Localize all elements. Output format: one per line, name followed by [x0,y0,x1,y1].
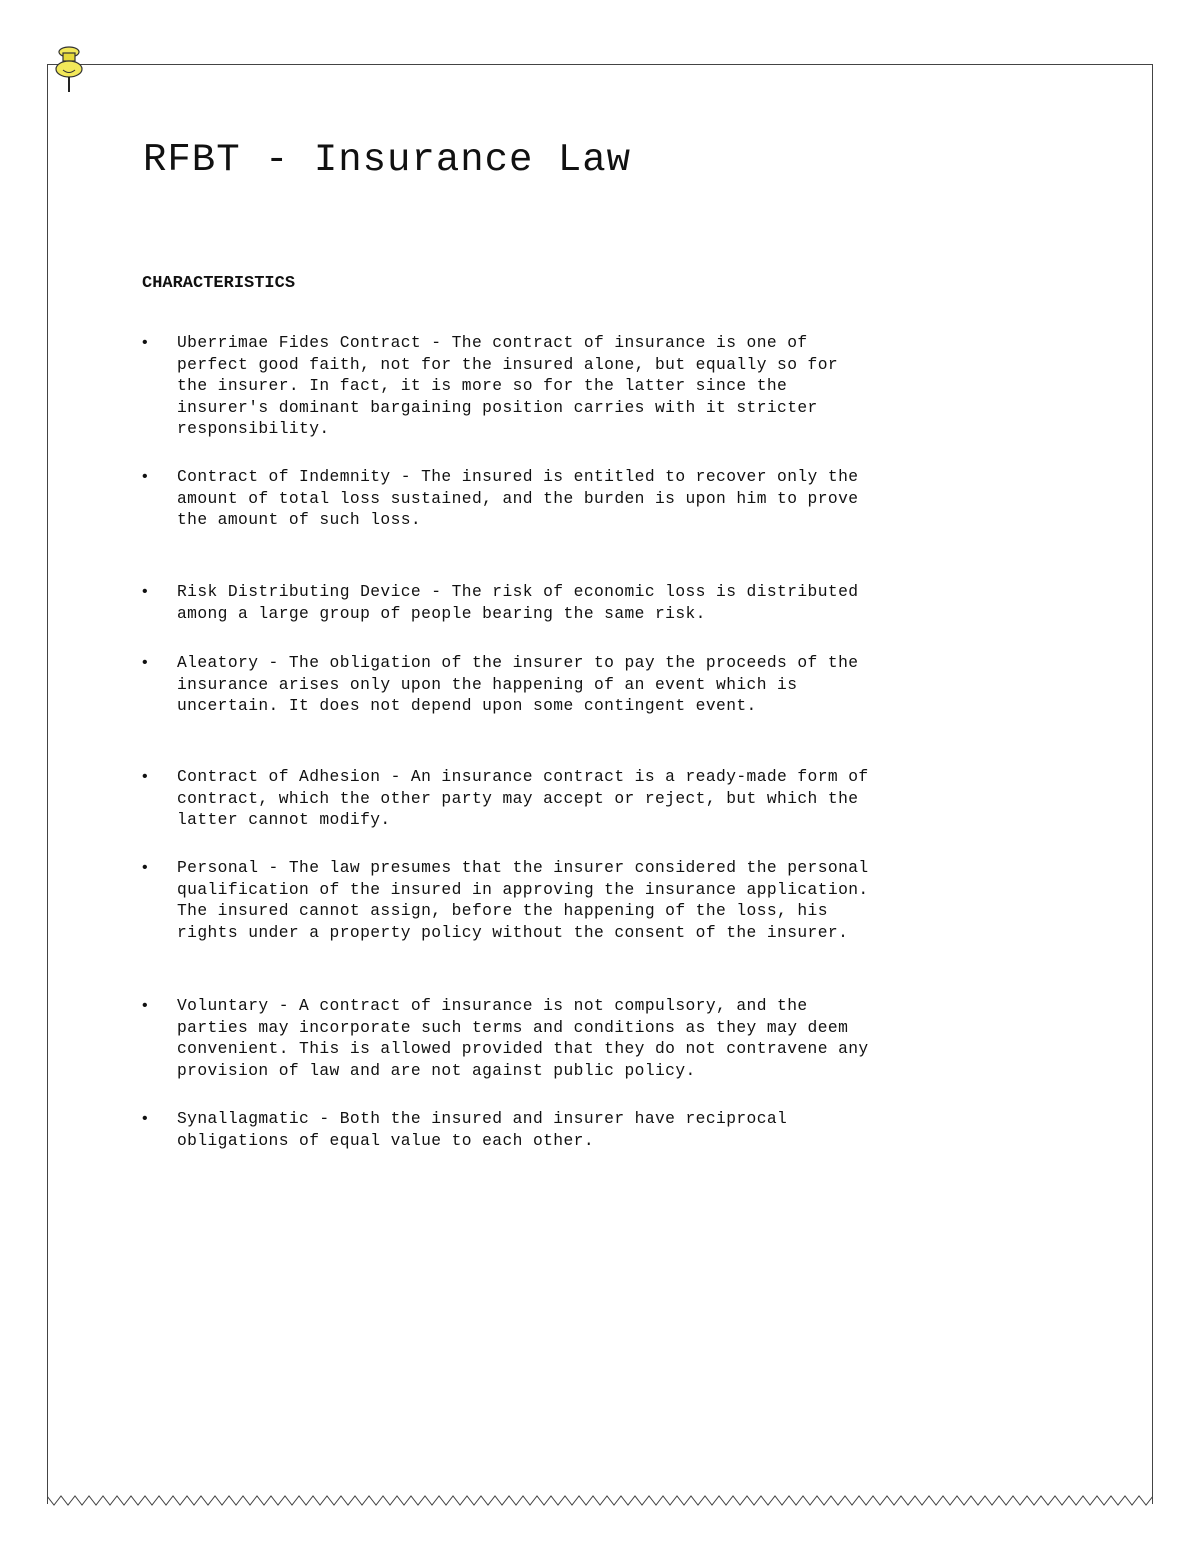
pushpin-icon [52,44,86,94]
bullet: • [142,1110,148,1127]
list-item-text: Risk Distributing Device - The risk of economic loss is distributed among a large group of people bearing the same risk. [177,582,859,623]
page-title: RFBT - Insurance Law [143,138,632,182]
bullet: • [142,468,148,485]
list-item-text: Voluntary - A contract of insurance is not compulsory, and the parties may incorporate such terms and conditions as they may deem convenient. This is allowed provided that they do not contravene any provision of law and are not against public policy. [177,996,869,1080]
section-heading: CHARACTERISTICS [142,274,296,293]
list-item-text: Contract of Adhesion - An insurance contract is a ready-made form of contract, which the other party may accept or reject, but which the latter cannot modify. [177,767,869,829]
list-item-text: Synallagmatic - Both the insured and insurer have reciprocal obligations of equal value to each other. [177,1109,788,1150]
bullet: • [142,859,148,876]
list-item-text: Uberrimae Fides Contract - The contract of insurance is one of perfect good faith, not for the insured alone, but equally so for the insurer. In fact, it is more so for the latter since the insurer's dominant bargaining position carries with it stricter responsibility. [177,333,839,438]
list-item-text: Aleatory - The obligation of the insurer to pay the proceeds of the insurance arises only upon the happening of an event which is uncertain. It does not depend upon some contingent event. [177,653,859,715]
bullet: • [142,997,148,1014]
torn-edge [47,1494,1153,1508]
list-item-text: Contract of Indemnity - The insured is entitled to recover only the amount of total loss sustained, and the burden is upon him to prove the amount of such loss. [177,467,859,529]
bullet: • [142,654,148,671]
bullet: • [142,583,148,600]
bullet: • [142,334,148,351]
list-item-text: Personal - The law presumes that the insurer considered the personal qualification of the insured in approving the insurance application. The insured cannot assign, before the happening of the loss, his rights under a property policy without the consent of the insurer. [177,858,869,942]
bullet: • [142,768,148,785]
